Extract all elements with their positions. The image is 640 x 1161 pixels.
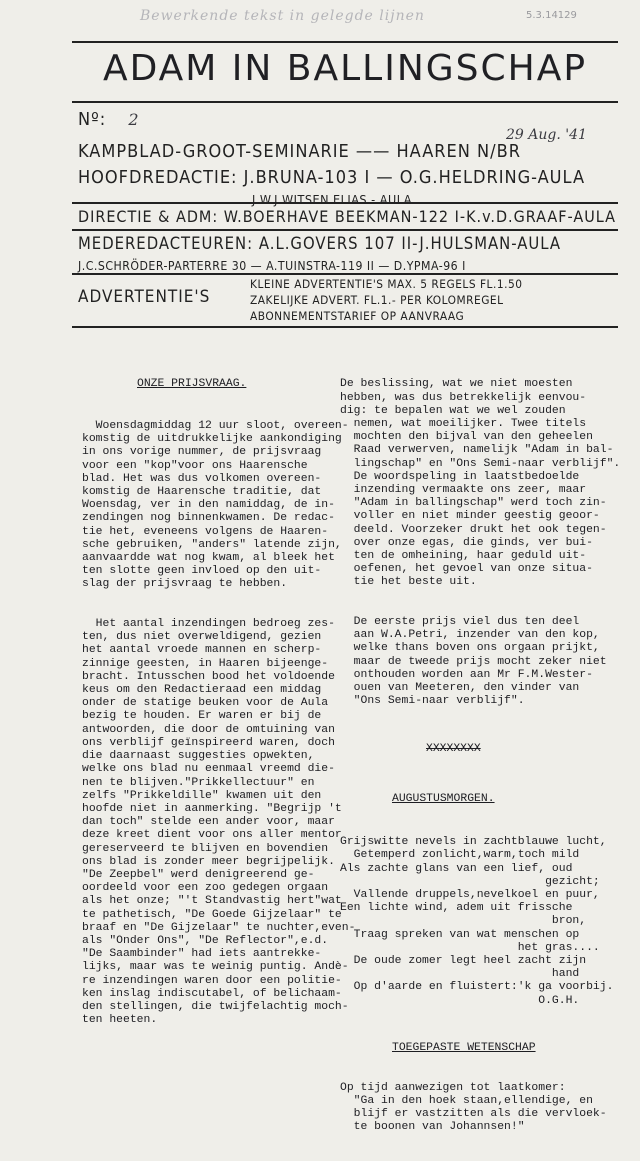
masthead-rule — [72, 229, 618, 231]
advertenties-label: ADVERTENTIE'S — [78, 287, 211, 307]
advertenties-line-3: ABONNEMENTSTARIEF OP AANVRAAG — [250, 309, 465, 323]
archive-reference-number: 5.3.14129 — [526, 10, 577, 21]
directie-line: DIRECTIE & ADM: W.BOERHAVE BEEKMAN-122 I-K.v.D.GRAAF-AULA — [78, 207, 616, 226]
subtitle-line: KAMPBLAD-GROOT-SEMINARIE —— HAAREN N/BR — [78, 141, 521, 162]
hoofdredactie-line-1: HOOFDREDACTIE: J.BRUNA-103 I — O.G.HELDRING-AULA — [78, 167, 586, 188]
hoofdredactie-line-2: J.W.J.WITSEN ELIAS - AULA — [252, 192, 412, 207]
pencil-annotation: Bewerkende tekst in gelegde lijnen — [140, 8, 425, 24]
article-paragraph: De eerste prijs viel dus ten deel aan W.A.Petri, inzender van den kop, welke thans boven ons orgaan prijkt, maar de tweede prijs mocht zeker niet onthouden worden aan Mr F.M.Wester- ouen van Meeteren, den vinder van "Ons Semi-naar verblijf". — [353, 616, 607, 708]
masthead-rule — [72, 273, 618, 275]
article-paragraph: Woensdagmiddag 12 uur sloot, overeen- komstig de uitdrukkelijke aankondiging in ons vorige nummer, de prijsvraag voor een "kop"voor ons Haarensche blad. Het was dus volkomen overeen- komstig de Haarensche traditie, dat Woensdag, ver in den namiddag, de in- zendingen nog binnenkwamen. De redac- tie het, eveneens volgens de Haaren- sche gebruiken, "anders" latende zijn, aanvaardde wat nog kwam, al bleek het ten slotte geen invloed op den uit- slag der prijsvraag te hebben. — [82, 420, 349, 591]
right-column — [340, 352, 630, 1161]
poem-heading: AUGUSTUSMORGEN. — [392, 792, 495, 805]
masthead-rule — [72, 101, 618, 103]
section-text: Op tijd aanwezigen tot laatkomer: "Ga in den hoek staan,ellendige, en blijf er vastzitten als die vervloek- te boonen van Johannsen!" — [340, 1081, 607, 1134]
medeRedacteuren-line-2: J.C.SCHRÖDER-PARTERRE 30 — A.TUINSTRA-119 II — D.YPMA-96 I — [78, 259, 466, 273]
advertenties-line-2: ZAKELIJKE ADVERT. FL.1.- PER KOLOMREGEL — [250, 293, 504, 307]
newspaper-title: ADAM IN BALLINGSCHAP — [102, 48, 588, 89]
medeRedacteuren-line-1: MEDEREDACTEUREN: A.L.GOVERS 107 II-J.HULSMAN-AULA — [78, 234, 562, 253]
section-heading: TOEGEPASTE WETENSCHAP — [392, 1042, 536, 1055]
article-paragraph: De beslissing, wat we niet moesten hebben, was dus betrekkelijk eenvou- dig: te bepalen wat we wel zouden nemen, wat moeilijker. Twee titels mochten den bijval van den geheelen Raad verwerven, namelijk "Adam in bal- lingschap" en "Ons Semi-naar verblijf". De woordspeling in laatstbedoelde inzending vermaakte ons zeer, maar "Adam in ballingschap" werd toch zin- voller en niet minder geestig geoor- deeld. Voorzeker drukt het ook tegen- over onze egas, die ginds, ver bui- ten de omheining, haar geduld uit- oefenen, het gevoel van onze situa- tie het beste uit. — [340, 378, 621, 589]
masthead-rule — [72, 202, 618, 204]
left-column — [82, 352, 356, 1054]
issue-number: 2 — [128, 110, 140, 129]
masthead — [72, 41, 618, 328]
issue-number-label: Nº: — [78, 109, 107, 130]
advertenties-line-1: KLEINE ADVERTENTIE'S MAX. 5 REGELS FL.1.50 — [250, 277, 523, 291]
article-paragraph: Het aantal inzendingen bedroeg zes- ten, dus niet overweldigend, gezien het aantal vroede mannen en scherp- zinnige geesten, in Haaren bijeenge- bracht. Intusschen bood het voldoende keus om den Redactieraad een middag onder de statige beuken voor de Aula bezig te houden. Er waren er bij de antwoorden, die door de omtuining van ons verblijf geïnspireerd waren, doch die daarnaast suggesties opwekten, welke ons blad nu eenmaal vreemd die- nen te blijven."Prikkellectuur" en zelfs "Prikkeldille" kwamen uit den hoofde niet in aanmerking. "Begrijp 't dan toch" stelde een ander voor, maar deze kreet dient voor ons aller mentor gereserveerd te blijven en bovendien ons blad is zonder meer begrijpelijk. "De Zeepbel" werd denigreerend ge- oordeeld voor een zoo gedegen orgaan als het onze; "'t Standvastig hert"wat te pathetisch, "De Goede Gijzelaar" te braaf en "De Gijzelaar" te nuchter,even- als "Onder Ons", "De Reflector",e.d. "De Saambinder" had iets aantrekke- lijks, maar was te weinig puntig. Andè- re inzendingen waren door een politie- ken inslag indiscutabel, of belichaam- den stellingen, die twijfelachtig moch- ten heeten. — [82, 618, 356, 1027]
issue-number-row — [78, 109, 140, 130]
issue-date: 29 Aug. '41 — [506, 127, 587, 143]
section-divider: XXXXXXXX — [426, 742, 481, 755]
poem-text: Grijswitte nevels in zachtblauwe lucht, Getemperd zonlicht,warm,toch mild Als zachte glans van een lief, oud gezicht; Vallende druppels,nevelkoel en puur, Een lichte wind, adem uit frissche bron, Traag spreken van wat menschen op het gras.... De oude zomer legt heel zacht zijn hand Op d'aarde en fluistert:'k ga voorbij. O.G.H. — [340, 836, 614, 1007]
article-heading: ONZE PRIJSVRAAG. — [137, 378, 247, 391]
